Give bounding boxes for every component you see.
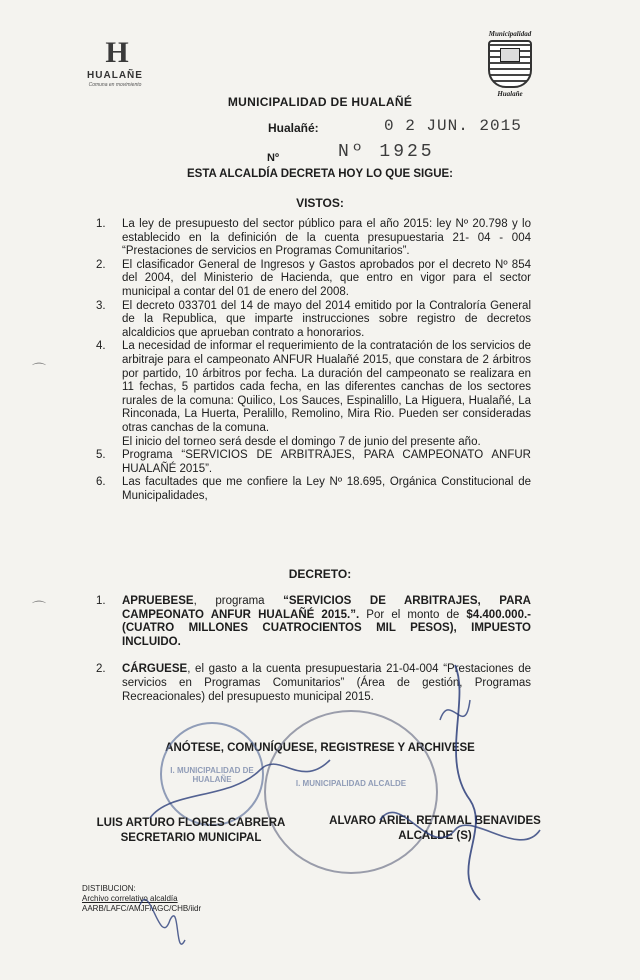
list-item: 1. APRUEBESE, programa “SERVICIOS DE ARBITRAJES, PARA CAMPEONATO ANFUR HUALAÑÉ 2015.”. Por el monto de $4.400.000.- (CUATRO MILLONES CUATROCIENTOS MIL PESOS), IMPUESTO INCLUIDO. [96,595,532,648]
crest-bottom-text: Hualañe [497,90,523,98]
decree-number-stamp: Nº 1925 [338,142,435,162]
signature-block-secretary [86,816,296,846]
signature-block-mayor [310,814,560,844]
decree-intro: ESTA ALCALDÍA DECRETA HOY LO QUE SIGUE: [187,168,453,180]
list-item: 2. El clasificador General de Ingresos y Gastos aprobados por el decreto Nº 854 del 2004, del Ministerio de Hacienda, que entro en vigor para el sector municipal a contar del 01 de enero del 2008. [96,258,531,298]
distribution-label: DISTIBUCION: [82,884,136,893]
vistos-heading: VISTOS: [296,196,344,210]
distribution-line-1: Archivo correlativo alcaldía [82,894,178,903]
hualane-logo [80,36,150,88]
secretary-seal-stamp: I. MUNICIPALIDAD DE HUALAÑE [160,722,264,826]
mayor-name: ALVARO ARIEL RETAMAL BENAVIDES [329,815,541,827]
hualane-logo-mark: H [105,36,125,69]
crest-shield-icon [488,40,532,88]
list-item: 2. CÁRGUESE, el gasto a la cuenta presupuestaria 21-04-004 “Prestaciones de servicios en Programas Comunitarios” (Área de gestión, Programas Recreacionales) del presupuesto municipal 2015. [96,663,531,703]
list-item: 4. La necesidad de informar el requerimiento de la contratación de los servicios de arbitraje para el campeonato ANFUR Hualañé 2015, que constara de 2 árbitros por partido, 10 árbitros por fecha. La duración del campeonato se realizara en 11 fechas, 5 partidos cada fecha, en las diferentes canchas de los sectores rurales de la comuna: Quilico, Los Sauces, Espinalillo, La Higuera, Hualañé, La Rinconada, La Huerta, Peralillo, Remolino, Mira Rio. Pueden ser consideradas otras canchas de la comuna. El inicio del torneo será desde el domingo 7 de junio del presente año. [96,340,531,448]
decreto-list [96,595,531,718]
closing-line: ANÓTESE, COMUNÍQUESE, REGISTRESE Y ARCHIVESE [165,742,475,754]
distribution-block [82,884,201,914]
place-label: Hualañé: [268,121,319,135]
list-item: 3. El decreto 033701 del 14 de mayo del 2014 emitido por la Contraloría General de la Republica, que imparte instrucciones sobre registro de decretos alcaldicios que aprueban contrato a honorarios. [96,299,531,339]
punch-hole-mark-icon: ⌒ [32,600,46,616]
number-label: Nº [267,152,279,164]
vistos-list [96,218,531,503]
distribution-line-2: AARB/LAFC/AMJF/AGC/CHB/iidr [82,904,202,913]
mayor-seal-stamp: I. MUNICIPALIDAD ALCALDE [264,710,438,874]
decreto-heading: DECRETO: [288,567,352,581]
municipal-crest [478,30,542,98]
hualane-logo-tagline: Comuna en movimiento [88,82,142,88]
document-title: MUNICIPALIDAD DE HUALAÑÉ [227,95,413,109]
list-item: 5. Programa “SERVICIOS DE ARBITRAJES, PARA CAMPEONATO ANFUR HUALAÑÉ 2015”. [96,449,531,475]
crest-top-text: Municipalidad [488,30,532,38]
punch-hole-mark-icon: ⌒ [32,362,46,378]
date-stamp: 0 2 JUN. 2015 [384,117,522,135]
secretary-name: LUIS ARTURO FLORES CABRERA [96,817,286,829]
list-item: 1. La ley de presupuesto del sector público para el año 2015: ley Nº 20.798 y lo establecido en la definición de la cuenta presupuestaria 21- 04 - 004 “Prestaciones de servicios en Programas Comunitarios”. [96,218,531,258]
mayor-role: ALCALDE (S) [398,830,472,842]
list-item: 6. Las facultades que me confiere la Ley Nº 18.695, Orgánica Constitucional de Municipalidades, [96,476,531,502]
secretary-role: SECRETARIO MUNICIPAL [120,832,262,844]
hualane-logo-name: HUALAÑE [87,70,143,81]
